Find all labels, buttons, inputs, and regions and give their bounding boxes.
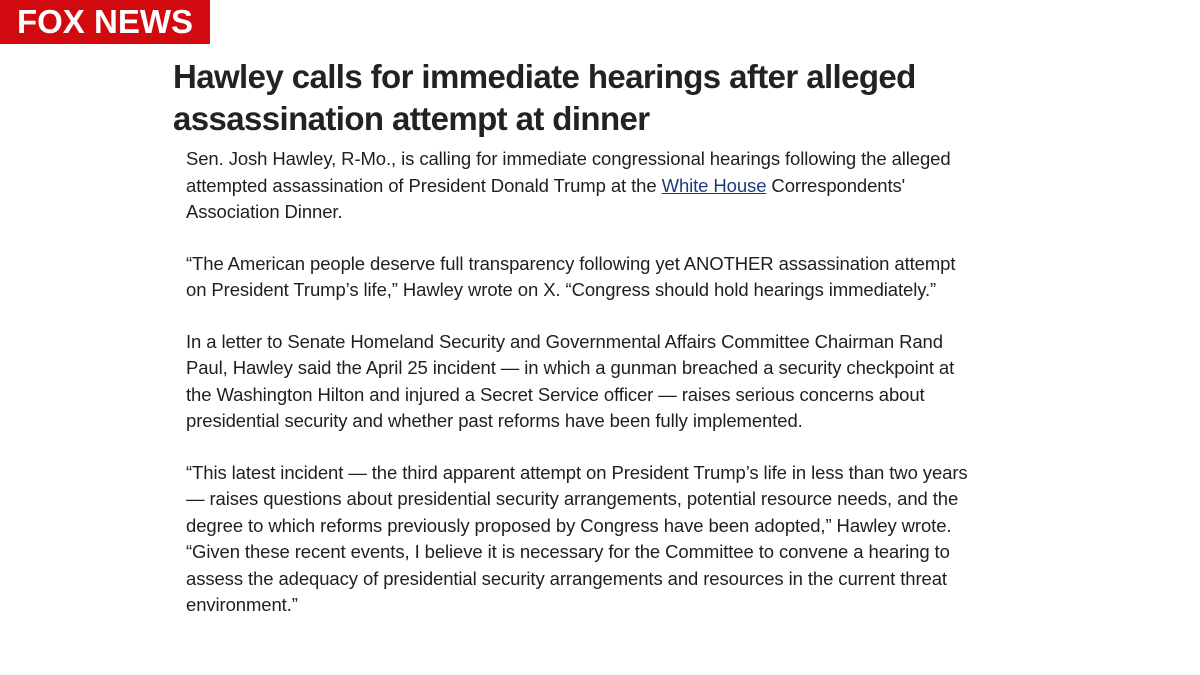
- article-body: [186, 146, 976, 644]
- fox-news-logo: [0, 0, 210, 44]
- article-paragraph-4: “This latest incident — the third apparent attempt on President Trump’s life in less than two years — raises questions about presidential security arrangements, potential resource needs, and the degree to which reforms previously proposed by Congress have been adopted,” Hawley wrote. “Given these recent events, I believe it is necessary for the Committee to convene a hearing to assess the adequacy of presidential security arrangements and resources in the current threat environment.”: [186, 461, 968, 615]
- paragraph-1-text-before-link: Sen. Josh Hawley, R-Mo., is calling for immediate congressional hearings following the alleged attempted assassination of President Donald Trump at the: [186, 148, 951, 196]
- article-paragraph-1: [186, 146, 976, 226]
- paragraph-1-text-after-link: Correspondents' Association Dinner.: [186, 174, 906, 222]
- article-headline: Hawley calls for immediate hearings after alleged assassination attempt at dinner: [173, 58, 916, 137]
- article-paragraph-3: In a letter to Senate Homeland Security and Governmental Affairs Committee Chairman Rand Paul, Hawley said the April 25 incident — in which a gunman breached a security checkpoint at the Washington Hilton and injured a Secret Service officer — raises serious concerns about presidential security and whether past reforms have been fully implemented.: [186, 330, 955, 431]
- article-paragraph-2: “The American people deserve full transparency following yet ANOTHER assassination attempt on President Trump’s life,” Hawley wrote on X. “Congress should hold hearings immediately.”: [186, 252, 956, 300]
- white-house-link[interactable]: White House: [661, 174, 767, 196]
- brand-logo-text: FOX NEWS: [16, 3, 193, 40]
